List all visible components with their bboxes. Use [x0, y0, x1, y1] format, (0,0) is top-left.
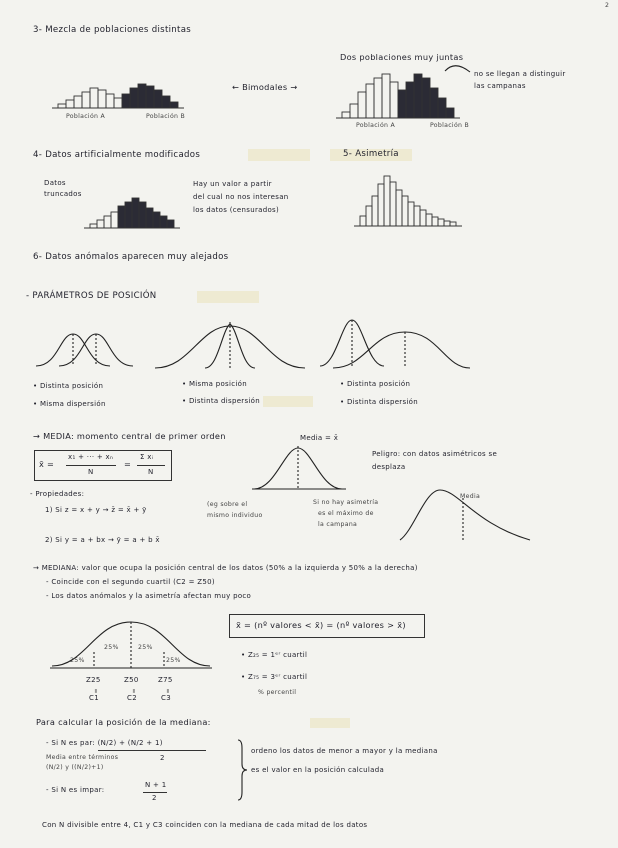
- bullet-same-position: • Misma posición: [182, 380, 247, 388]
- curve-wide-2: [333, 332, 470, 368]
- histogram-bar: [74, 96, 82, 108]
- mean-line: [352, 320, 405, 368]
- brace: [238, 740, 247, 800]
- histogram-bar: [104, 216, 111, 228]
- no-asymmetry-note: Si no hay asimetría: [313, 499, 379, 506]
- histogram-bar: [384, 176, 390, 226]
- histogram-bar: [358, 92, 366, 118]
- quartile-pct: 25%: [104, 644, 119, 651]
- histogram-bar: [97, 220, 104, 228]
- histogram-bar: [138, 84, 146, 108]
- median-formula: x̃ = (nº valores < x̃) = (nº valores > x̃): [236, 620, 406, 630]
- histogram-bar: [430, 88, 438, 118]
- histogram-bar: [382, 74, 390, 118]
- histogram-bar: [366, 84, 374, 118]
- order-note: ordeno los datos de menor a mayor y la mediana: [251, 747, 438, 755]
- property-2: 2) Si y = a + bx → ȳ = a + b x̄: [45, 536, 160, 544]
- histogram-bar: [167, 220, 174, 228]
- histogram-bar: [125, 202, 132, 228]
- histogram-bar: [414, 74, 422, 118]
- histogram-bar: [446, 108, 454, 118]
- histogram-bar: [390, 82, 398, 118]
- media-formula-sum: Σ xᵢ: [140, 453, 154, 461]
- histogram-bar: [146, 86, 154, 108]
- equals-mark: =: [129, 688, 137, 694]
- histogram-bar: [170, 102, 178, 108]
- property-1-note-2: mismo individuo: [207, 512, 263, 519]
- odd-case-num: N + 1: [145, 781, 167, 789]
- even-case: - Si N es par: (N/2) + (N/2 + 1): [46, 739, 163, 747]
- section-4-title: 4- Datos artificialmente modificados: [33, 150, 201, 160]
- c2-label: C2: [127, 694, 137, 702]
- histogram-bar: [378, 184, 384, 226]
- bimodal-label: ← Bimodales →: [232, 82, 298, 92]
- media-formula-eq: =: [124, 459, 132, 469]
- histogram-bar: [402, 196, 408, 226]
- c1-label: C1: [89, 694, 99, 702]
- histogram-bar: [438, 98, 446, 118]
- histogram-bar: [360, 216, 366, 226]
- histogram-bar: [374, 78, 382, 118]
- z25-label: Z25: [86, 676, 101, 684]
- section-5-title: 5- Asimetría: [343, 149, 399, 159]
- quartile-pct: 25%: [166, 657, 181, 664]
- histogram-bar: [426, 214, 432, 226]
- arrow-icon: [445, 66, 470, 72]
- odd-case: - Si N es impar:: [46, 786, 105, 794]
- histogram-bar: [58, 104, 66, 108]
- histogram-bar: [342, 112, 350, 118]
- media-formula-sum-den: N: [148, 468, 154, 476]
- histogram-bar: [98, 90, 106, 108]
- page-number: 2: [605, 2, 610, 9]
- median-calc-title: Para calcular la posición de la mediana:: [36, 717, 211, 727]
- bullet-same-dispersion: • Misma dispersión: [33, 400, 106, 408]
- censored-note-2: del cual no nos interesan: [193, 193, 289, 201]
- odd-case-den: 2: [152, 794, 157, 802]
- histogram-bar: [130, 88, 138, 108]
- no-distinguish-note-2: las campanas: [474, 82, 526, 90]
- population-a-label: Población A: [66, 113, 106, 120]
- even-case-note: Media entre términos: [46, 754, 119, 761]
- histogram-bar: [154, 90, 162, 108]
- histogram-bar: [118, 206, 125, 228]
- histogram-bar: [90, 224, 97, 228]
- quartile-pct: 25%: [138, 644, 153, 651]
- histogram-bar: [153, 212, 160, 228]
- no-distinguish-note: no se llegan a distinguir: [474, 70, 566, 78]
- truncated-label: Datos: [44, 179, 66, 187]
- histogram-bar: [90, 88, 98, 108]
- histogram-bar: [82, 92, 90, 108]
- bullet-distinct-position: • Distinta posición: [33, 382, 104, 390]
- histogram-bar: [162, 96, 170, 108]
- histogram-bar: [111, 212, 118, 228]
- histogram-bar: [450, 222, 456, 226]
- histogram-bar: [444, 221, 450, 226]
- histogram-bar: [160, 216, 167, 228]
- curve-narrow-2: [320, 320, 384, 366]
- final-note: Con N divisible entre 4, C1 y C3 coinciden con la mediana de cada mitad de los datos: [42, 821, 368, 829]
- c3-label: C3: [161, 694, 171, 702]
- population-a-label-2: Población A: [356, 122, 396, 129]
- truncated-label-2: truncados: [44, 190, 82, 198]
- histogram-bar: [432, 217, 438, 226]
- histogram-bar: [406, 82, 414, 118]
- histogram-bar: [420, 210, 426, 226]
- property-1: 1) Si z = x + y → z̄ = x̄ + ȳ: [45, 506, 147, 514]
- histogram-bar: [132, 198, 139, 228]
- even-case-note-2: (N/2) y ((N/2)+1): [46, 764, 104, 771]
- media-curve-label: Media = x̄: [300, 434, 339, 442]
- histogram-bar: [66, 100, 74, 108]
- z25-description: • Z₂₅ = 1ᵉʳ cuartil: [241, 651, 308, 659]
- histogram-bar: [106, 94, 114, 108]
- properties-title: - Propiedades:: [30, 490, 85, 498]
- bullet-distinct-dispersion: • Distinta dispersión: [182, 397, 260, 405]
- censored-note: Hay un valor a partir: [193, 180, 272, 188]
- histogram-bar: [390, 182, 396, 226]
- histogram-bar: [396, 190, 402, 226]
- media-formula-den: N: [88, 468, 94, 476]
- equals-mark: =: [163, 688, 171, 694]
- skewed-curve: [400, 490, 530, 540]
- censored-note-3: los datos (censurados): [193, 206, 280, 214]
- histogram-bar: [422, 78, 430, 118]
- z75-label: Z75: [158, 676, 173, 684]
- histogram-bar: [408, 202, 414, 226]
- media-formula-xbar: x̄ =: [39, 459, 55, 469]
- histogram-bar: [414, 206, 420, 226]
- histogram-bar: [146, 208, 153, 228]
- danger-note: Peligro: con datos asimétricos se: [372, 450, 498, 458]
- population-b-label: Población B: [146, 113, 186, 120]
- quartile-pct: 25%: [70, 657, 85, 664]
- mean-line: [73, 334, 96, 366]
- histogram-bar: [139, 202, 146, 228]
- danger-note-2: desplaza: [372, 463, 406, 471]
- z75-description: • Z₇₅ = 3ᵉʳ cuartil: [241, 673, 308, 681]
- two-populations-label: Dos poblaciones muy juntas: [340, 52, 464, 62]
- order-note-2: es el valor en la posición calculada: [251, 766, 385, 774]
- histogram-bar: [114, 98, 122, 108]
- no-asymmetry-note-3: la campana: [318, 521, 358, 528]
- bullet-distinct-dispersion-2: • Distinta dispersión: [340, 398, 418, 406]
- histogram-bar: [372, 196, 378, 226]
- media-skew-label: Media: [460, 493, 481, 500]
- percentile-note: % percentil: [258, 689, 297, 696]
- property-1-note: (eg sobre el: [207, 501, 248, 508]
- position-params-title: - PARÁMETROS DE POSICIÓN: [26, 291, 157, 301]
- z50-label: Z50: [124, 676, 139, 684]
- histogram-bar: [398, 90, 406, 118]
- section-3-title: 3- Mezcla de poblaciones distintas: [33, 25, 192, 35]
- section-6-title: 6- Datos anómalos aparecen muy alejados: [33, 252, 229, 262]
- population-b-label-2: Población B: [430, 122, 470, 129]
- median-point-1: - Coincide con el segundo cuartil (C2 = Z50): [46, 578, 215, 586]
- no-asymmetry-note-2: es el máximo de: [318, 510, 374, 517]
- histogram-bar: [122, 94, 130, 108]
- media-title: → MEDIA: momento central de primer orden: [33, 431, 226, 441]
- histogram-bar: [438, 219, 444, 226]
- median-title: → MEDIANA: valor que ocupa la posición central de los datos (50% a la izquierda y 50% a la derecha): [33, 564, 418, 572]
- histogram-bar: [350, 104, 358, 118]
- histogram-bar: [366, 206, 372, 226]
- even-case-den: 2: [160, 754, 165, 762]
- equals-mark: =: [91, 688, 99, 694]
- bullet-distinct-position-2: • Distinta posición: [340, 380, 411, 388]
- median-point-2: - Los datos anómalos y la asimetría afectan muy poco: [46, 592, 252, 600]
- media-formula-num: x₁ + ··· + xₙ: [68, 453, 114, 461]
